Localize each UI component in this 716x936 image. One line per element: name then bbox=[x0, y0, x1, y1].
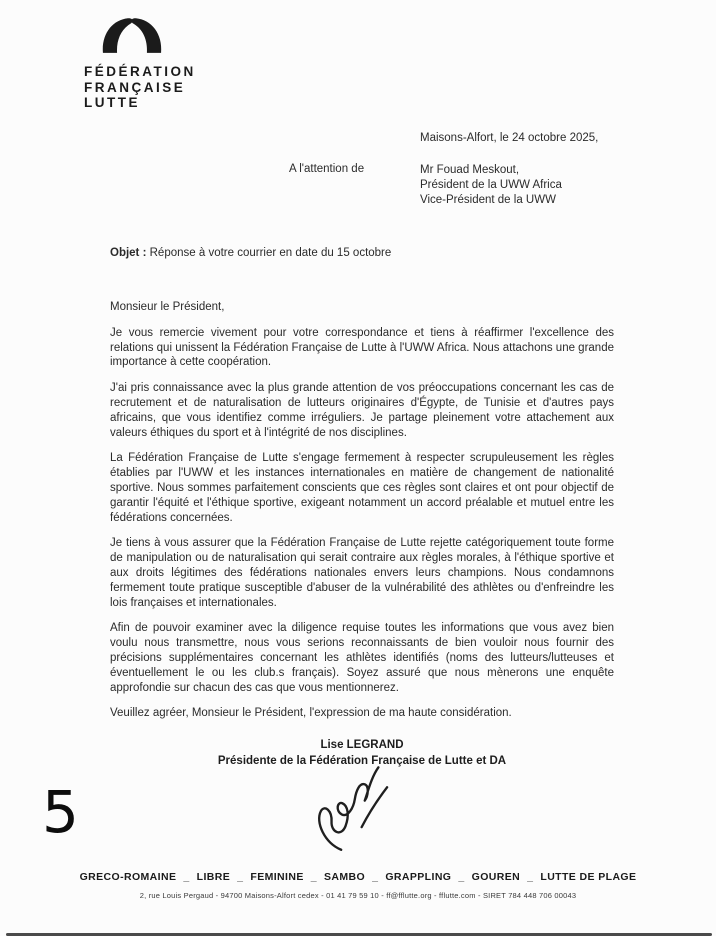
letter-paragraph-2: J'ai pris connaissance avec la plus grande attention de vos préoccupations concernant les cas de recrutement et de naturalisation de lutteurs originaires d'Égypte, de Tunisie et d'autres pays africains, que vous identifiez comme irréguliers. Je partage pleinement votre attachement aux valeurs éthiques du sport et à l'intégrité de nos disciplines. bbox=[110, 382, 614, 439]
footer-disciplines bbox=[0, 871, 716, 883]
discipline-greco-romaine: GRECO-ROMAINE bbox=[79, 871, 177, 883]
discipline-separator: _ bbox=[458, 871, 465, 883]
recipient-title-2: Vice-Président de la UWW bbox=[420, 194, 556, 206]
salutation: Monsieur le Président, bbox=[110, 301, 225, 313]
discipline-grappling: GRAPPLING bbox=[385, 871, 452, 883]
subject-text: Réponse à votre courrier en date du 15 octobre bbox=[149, 247, 392, 259]
letter-body bbox=[110, 300, 614, 732]
discipline-separator: _ bbox=[527, 871, 534, 883]
logo-line-lutte: LUTTE bbox=[84, 95, 140, 110]
wrestlers-arch-icon bbox=[96, 12, 196, 61]
logo-line-francaise: FRANÇAISE bbox=[84, 79, 186, 95]
ffl-logo bbox=[84, 12, 196, 111]
signature-block bbox=[110, 737, 614, 769]
dateline: Maisons-Alfort, le 24 octobre 2025, bbox=[420, 132, 599, 144]
recipient-title-1: Président de la UWW Africa bbox=[420, 179, 562, 191]
signatory-title: Présidente de la Fédération Française de Lutte et DA bbox=[217, 755, 507, 767]
letter-paragraph-5: Afin de pouvoir examiner avec la diligence requise toutes les informations que vous avez bien voulu nous transmettre, nous vous serions reconnaissants de bien vouloir nous fournir des précisions supplémentaires concernant les athlètes identifiés (noms des lutteurs/lutteuses et éventuellement le ou les club.s français). Soyez assuré que nous mènerons une enquête approfondie sur chacun des cas que vous mentionnerez. bbox=[110, 622, 614, 694]
discipline-lutte-de-plage: LUTTE DE PLAGE bbox=[540, 871, 637, 883]
discipline-separator: _ bbox=[183, 871, 190, 883]
logo-text bbox=[84, 64, 196, 111]
letter-paragraph-1: Je vous remercie vivement pour votre correspondance et tiens à réaffirmer l'excellence des relations qui unissent la Fédération Française de Lutte à l'UWW Africa. Nous attachons une grande importance à cette coopération. bbox=[110, 326, 614, 369]
signatory-name: Lise LEGRAND bbox=[320, 739, 404, 751]
handwritten-signature bbox=[296, 752, 424, 871]
recipient-name: Mr Fouad Meskout, bbox=[420, 164, 520, 176]
attention-label: A l'attention de bbox=[289, 163, 365, 175]
subject-line bbox=[110, 247, 391, 259]
discipline-libre: LIBRE bbox=[196, 871, 231, 883]
discipline-gouren: GOUREN bbox=[471, 871, 521, 883]
letter-paragraph-4: Je tiens à vous assurer que la Fédération Française de Lutte rejette catégoriquement toute forme de manipulation ou de naturalisation qui serait contraire aux règles morales, à l'éthique sportive et aux droits légitimes des fédérations nationales envers leurs champions. Nous condamnons fermement toute pratique susceptible d'abuser de la vulnérabilité des athlètes ou d'enfreindre les lois françaises et internationales. bbox=[110, 537, 614, 609]
subject-label: Objet : bbox=[110, 247, 147, 259]
discipline-separator: _ bbox=[372, 871, 379, 883]
recipient-block bbox=[420, 163, 562, 208]
page-number: 5 bbox=[42, 778, 79, 846]
letter-paragraph-3: La Fédération Française de Lutte s'engage fermement à respecter scrupuleusement les règles établies par l'UWW et les instances internationales en matière de changement de nationalité sportive. Nous sommes parfaitement conscients que ces règles sont claires et ont pour objectif de garantir l'équité et l'éthique sportive, exigeant notamment un accord préalable et mutuel entre les fédérations concernées. bbox=[110, 452, 614, 524]
closing-line: Veuillez agréer, Monsieur le Président, l'expression de ma haute considération. bbox=[110, 707, 512, 720]
discipline-feminine: FEMININE bbox=[250, 871, 304, 883]
discipline-separator: _ bbox=[310, 871, 317, 883]
discipline-separator: _ bbox=[237, 871, 244, 883]
logo-line-federation: FÉDÉRATION bbox=[84, 64, 196, 79]
footer-address: 2, rue Louis Pergaud - 94700 Maisons-Alfort cedex - 01 41 79 59 10 - ff@fflutte.org - fflutte.com - SIRET 784 448 706 00043 bbox=[139, 891, 577, 900]
discipline-sambo: SAMBO bbox=[324, 871, 366, 883]
